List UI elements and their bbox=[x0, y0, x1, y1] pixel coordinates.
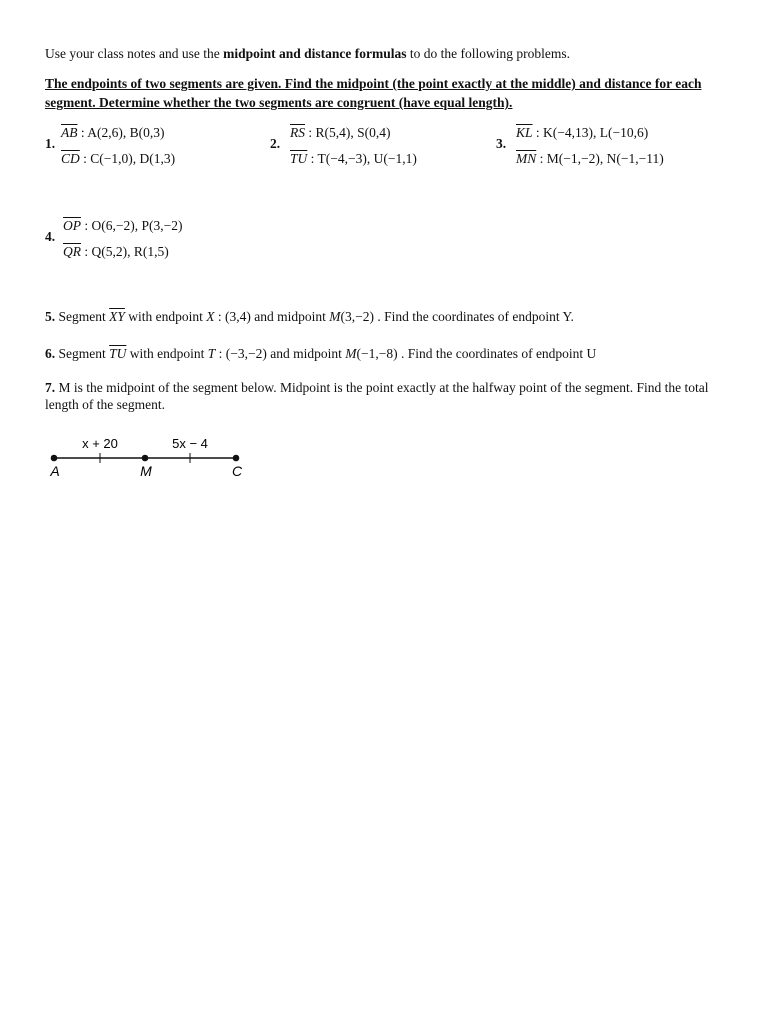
point-a-dot bbox=[51, 455, 58, 462]
segment-figure bbox=[40, 430, 260, 485]
problem-4 bbox=[63, 213, 182, 265]
problem-1 bbox=[61, 120, 175, 172]
intro-bold: midpoint and distance formulas bbox=[223, 46, 407, 61]
label-c: C bbox=[231, 463, 243, 479]
point-m-dot bbox=[142, 455, 149, 462]
label-mc: 5x − 4 bbox=[172, 436, 208, 451]
problem-1-number: 1. bbox=[45, 136, 56, 151]
problem-4-number: 4. bbox=[45, 229, 56, 244]
problem-3 bbox=[516, 120, 664, 172]
question-5: 5. Segment $\overline{XY}$ with endpoint X : (3,4) and midpoint M(3,−2) . Find the coordinates of endpoint Y. bbox=[45, 309, 574, 324]
instructions: The endpoints of two segments are given. Find the midpoint (the point exactly at the middle) and distance for each segment. Determine whether the two segments are congruent (have equal length). bbox=[45, 76, 702, 110]
point-c-dot bbox=[233, 455, 240, 462]
problem-3-seg1: $\overline{KL}$ : K(−4,13), L(−10,6) bbox=[516, 125, 649, 140]
problem-3-seg2: $\overline{MN}$ : M(−1,−2), N(−1,−11) bbox=[516, 151, 664, 166]
problem-2 bbox=[290, 120, 417, 172]
label-m: M bbox=[140, 463, 152, 479]
problem-3-number: 3. bbox=[496, 136, 507, 151]
label-am: x + 20 bbox=[82, 436, 118, 451]
problem-1-seg2: $\overline{CD}$ : C(−1,0), D(1,3) bbox=[61, 151, 176, 166]
question-7: 7. M is the midpoint of the segment below. Midpoint is the point exactly at the halfway point of the segment. Find the total length of the segment. bbox=[45, 380, 709, 412]
question-6: 6. Segment $\overline{TU}$ with endpoint T : (−3,−2) and midpoint M(−1,−8) . Find the coordinates of endpoint U bbox=[45, 346, 597, 361]
problem-2-seg2: $\overline{TU}$ : T(−4,−3), U(−1,1) bbox=[290, 151, 417, 166]
problem-4-seg2: $\overline{QR}$ : Q(5,2), R(1,5) bbox=[63, 244, 169, 259]
problem-1-seg1: $\overline{AB}$ : A(2,6), B(0,3) bbox=[61, 125, 165, 140]
intro-after: to do the following problems. bbox=[406, 46, 570, 61]
label-a: A bbox=[50, 463, 60, 479]
intro-before: Use your class notes and use the bbox=[45, 46, 224, 61]
problem-2-seg1: $\overline{RS}$ : R(5,4), S(0,4) bbox=[290, 125, 391, 140]
problem-4-seg1: $\overline{OP}$ : O(6,−2), P(3,−2) bbox=[63, 218, 183, 233]
intro-text bbox=[45, 46, 570, 62]
problem-2-number: 2. bbox=[270, 136, 281, 151]
